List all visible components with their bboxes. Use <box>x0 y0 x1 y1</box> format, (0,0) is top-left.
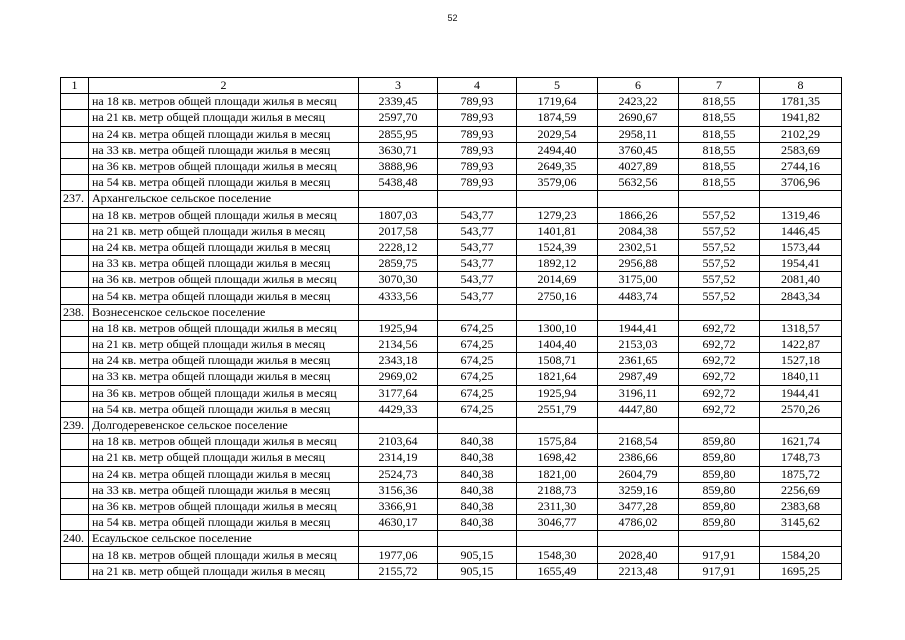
value-col-6: 2956,88 <box>598 256 679 272</box>
row-label: на 21 кв. метр общей площади жилья в месяц <box>89 563 359 579</box>
table-row <box>61 223 842 239</box>
value-col-5: 2750,16 <box>517 288 598 304</box>
table-row <box>61 353 842 369</box>
value-col-7: 859,80 <box>679 498 760 514</box>
value-col-8: 3706,96 <box>760 175 842 191</box>
value-col-7: 557,52 <box>679 272 760 288</box>
value-col-7: 818,55 <box>679 110 760 126</box>
value-col-6: 2213,48 <box>598 563 679 579</box>
value-col-8: 1584,20 <box>760 547 842 563</box>
value-col-5: 1508,71 <box>517 353 598 369</box>
row-label: на 54 кв. метра общей площади жилья в месяц <box>89 515 359 531</box>
value-col-8: 1781,35 <box>760 94 842 110</box>
table-row <box>61 239 842 255</box>
table-row <box>61 450 842 466</box>
row-number-cell <box>61 320 89 336</box>
value-col-4: 789,93 <box>438 175 517 191</box>
page-number: 52 <box>447 13 458 23</box>
empty-cell <box>760 531 842 547</box>
table-row <box>61 110 842 126</box>
empty-cell <box>438 417 517 433</box>
value-col-4: 674,25 <box>438 369 517 385</box>
section-number: 239. <box>61 417 89 433</box>
table-row <box>61 434 842 450</box>
value-col-7: 859,80 <box>679 450 760 466</box>
value-col-8: 2102,29 <box>760 126 842 142</box>
value-col-5: 1524,39 <box>517 239 598 255</box>
value-col-4: 840,38 <box>438 515 517 531</box>
empty-cell <box>438 531 517 547</box>
value-col-7: 692,72 <box>679 320 760 336</box>
value-col-5: 2311,30 <box>517 498 598 514</box>
value-col-3: 2339,45 <box>359 94 438 110</box>
row-label: на 24 кв. метра общей площади жилья в месяц <box>89 126 359 142</box>
header-col-1: 1 <box>61 78 89 94</box>
row-number-cell <box>61 369 89 385</box>
empty-cell <box>760 417 842 433</box>
row-label: на 54 кв. метра общей площади жилья в месяц <box>89 288 359 304</box>
value-col-6: 4786,02 <box>598 515 679 531</box>
value-col-5: 1575,84 <box>517 434 598 450</box>
table-row <box>61 466 842 482</box>
row-number-cell <box>61 207 89 223</box>
value-col-8: 1319,46 <box>760 207 842 223</box>
value-col-7: 692,72 <box>679 401 760 417</box>
value-col-6: 2604,79 <box>598 466 679 482</box>
empty-cell <box>517 191 598 207</box>
row-label: на 21 кв. метр общей площади жилья в месяц <box>89 223 359 239</box>
value-col-8: 2843,34 <box>760 288 842 304</box>
empty-cell <box>359 417 438 433</box>
empty-cell <box>760 304 842 320</box>
value-col-7: 818,55 <box>679 175 760 191</box>
value-col-8: 1318,57 <box>760 320 842 336</box>
value-col-3: 2597,70 <box>359 110 438 126</box>
value-col-3: 4429,33 <box>359 401 438 417</box>
row-number-cell <box>61 353 89 369</box>
value-col-8: 1840,11 <box>760 369 842 385</box>
value-col-8: 1422,87 <box>760 337 842 353</box>
value-col-5: 3046,77 <box>517 515 598 531</box>
value-col-4: 543,77 <box>438 288 517 304</box>
value-col-5: 2029,54 <box>517 126 598 142</box>
row-label: на 54 кв. метра общей площади жилья в месяц <box>89 401 359 417</box>
value-col-4: 789,93 <box>438 142 517 158</box>
section-title: Долгодеревенское сельское поселение <box>89 417 359 433</box>
value-col-6: 2153,03 <box>598 337 679 353</box>
row-number-cell <box>61 142 89 158</box>
value-col-6: 1866,26 <box>598 207 679 223</box>
value-col-7: 692,72 <box>679 353 760 369</box>
value-col-3: 3070,30 <box>359 272 438 288</box>
section-row <box>61 191 842 207</box>
row-number-cell <box>61 175 89 191</box>
value-col-3: 2314,19 <box>359 450 438 466</box>
value-col-4: 840,38 <box>438 498 517 514</box>
value-col-6: 2168,54 <box>598 434 679 450</box>
row-number-cell <box>61 450 89 466</box>
row-label: на 36 кв. метров общей площади жилья в месяц <box>89 272 359 288</box>
table-body <box>61 94 842 580</box>
header-row <box>61 78 842 94</box>
value-col-3: 2103,64 <box>359 434 438 450</box>
value-col-8: 2744,16 <box>760 158 842 174</box>
table-row <box>61 515 842 531</box>
row-number-cell <box>61 223 89 239</box>
value-col-4: 543,77 <box>438 223 517 239</box>
value-col-5: 1655,49 <box>517 563 598 579</box>
value-col-7: 818,55 <box>679 126 760 142</box>
value-col-6: 3196,11 <box>598 385 679 401</box>
row-label: на 24 кв. метра общей площади жилья в месяц <box>89 239 359 255</box>
value-col-5: 1925,94 <box>517 385 598 401</box>
value-col-7: 859,80 <box>679 515 760 531</box>
table-row <box>61 207 842 223</box>
header-col-8: 8 <box>760 78 842 94</box>
empty-cell <box>679 304 760 320</box>
value-col-5: 1404,40 <box>517 337 598 353</box>
value-col-6: 3175,00 <box>598 272 679 288</box>
value-col-4: 674,25 <box>438 337 517 353</box>
value-col-3: 3888,96 <box>359 158 438 174</box>
value-col-3: 3630,71 <box>359 142 438 158</box>
row-label: на 33 кв. метра общей площади жилья в месяц <box>89 142 359 158</box>
section-row <box>61 304 842 320</box>
value-col-7: 692,72 <box>679 337 760 353</box>
row-number-cell <box>61 385 89 401</box>
value-col-3: 5438,48 <box>359 175 438 191</box>
header-col-2: 2 <box>89 78 359 94</box>
empty-cell <box>438 304 517 320</box>
table-row <box>61 94 842 110</box>
value-col-7: 859,80 <box>679 482 760 498</box>
value-col-4: 789,93 <box>438 94 517 110</box>
empty-cell <box>679 417 760 433</box>
value-col-4: 840,38 <box>438 434 517 450</box>
value-col-3: 2524,73 <box>359 466 438 482</box>
value-col-5: 1874,59 <box>517 110 598 126</box>
value-col-7: 859,80 <box>679 466 760 482</box>
value-col-7: 557,52 <box>679 256 760 272</box>
value-col-8: 1573,44 <box>760 239 842 255</box>
table-header <box>61 78 842 94</box>
table-row <box>61 288 842 304</box>
value-col-4: 543,77 <box>438 239 517 255</box>
value-col-3: 3156,36 <box>359 482 438 498</box>
value-col-7: 917,91 <box>679 547 760 563</box>
value-col-4: 543,77 <box>438 207 517 223</box>
value-col-7: 818,55 <box>679 142 760 158</box>
value-col-6: 2084,38 <box>598 223 679 239</box>
table-row <box>61 126 842 142</box>
value-col-6: 4027,89 <box>598 158 679 174</box>
header-col-5: 5 <box>517 78 598 94</box>
value-col-5: 1401,81 <box>517 223 598 239</box>
value-col-8: 1941,82 <box>760 110 842 126</box>
value-col-5: 1821,64 <box>517 369 598 385</box>
value-col-3: 1807,03 <box>359 207 438 223</box>
value-col-8: 2383,68 <box>760 498 842 514</box>
value-col-6: 2690,67 <box>598 110 679 126</box>
row-label: на 18 кв. метров общей площади жилья в месяц <box>89 320 359 336</box>
value-col-4: 674,25 <box>438 353 517 369</box>
section-title: Архангельское сельское поселение <box>89 191 359 207</box>
row-label: на 33 кв. метра общей площади жилья в месяц <box>89 369 359 385</box>
value-col-3: 2855,95 <box>359 126 438 142</box>
empty-cell <box>598 191 679 207</box>
value-col-5: 2494,40 <box>517 142 598 158</box>
value-col-4: 789,93 <box>438 110 517 126</box>
row-number-cell <box>61 239 89 255</box>
value-col-8: 2583,69 <box>760 142 842 158</box>
section-title: Вознесенское сельское поселение <box>89 304 359 320</box>
value-col-5: 1719,64 <box>517 94 598 110</box>
value-col-7: 692,72 <box>679 369 760 385</box>
row-label: на 36 кв. метров общей площади жилья в месяц <box>89 158 359 174</box>
value-col-7: 557,52 <box>679 207 760 223</box>
value-col-8: 2081,40 <box>760 272 842 288</box>
value-col-6: 2423,22 <box>598 94 679 110</box>
value-col-6: 5632,56 <box>598 175 679 191</box>
value-col-5: 1300,10 <box>517 320 598 336</box>
value-col-8: 2256,69 <box>760 482 842 498</box>
value-col-4: 674,25 <box>438 401 517 417</box>
section-number: 238. <box>61 304 89 320</box>
row-number-cell <box>61 547 89 563</box>
table-row <box>61 369 842 385</box>
row-label: на 18 кв. метров общей площади жилья в месяц <box>89 547 359 563</box>
row-number-cell <box>61 126 89 142</box>
row-number-cell <box>61 498 89 514</box>
empty-cell <box>598 531 679 547</box>
row-number-cell <box>61 288 89 304</box>
value-col-3: 1977,06 <box>359 547 438 563</box>
value-col-6: 2028,40 <box>598 547 679 563</box>
table-row <box>61 482 842 498</box>
empty-cell <box>517 417 598 433</box>
tariff-table <box>60 77 842 580</box>
row-number-cell <box>61 94 89 110</box>
table-row <box>61 498 842 514</box>
value-col-3: 3366,91 <box>359 498 438 514</box>
row-number-cell <box>61 272 89 288</box>
table-row <box>61 175 842 191</box>
value-col-8: 3145,62 <box>760 515 842 531</box>
row-label: на 24 кв. метра общей площади жилья в месяц <box>89 353 359 369</box>
table-row <box>61 320 842 336</box>
value-col-8: 1446,45 <box>760 223 842 239</box>
value-col-6: 2302,51 <box>598 239 679 255</box>
value-col-3: 3177,64 <box>359 385 438 401</box>
section-number: 237. <box>61 191 89 207</box>
value-col-4: 789,93 <box>438 158 517 174</box>
header-col-6: 6 <box>598 78 679 94</box>
row-number-cell <box>61 466 89 482</box>
section-row <box>61 531 842 547</box>
empty-cell <box>438 191 517 207</box>
table-row <box>61 158 842 174</box>
value-col-4: 840,38 <box>438 466 517 482</box>
empty-cell <box>359 304 438 320</box>
value-col-6: 1944,41 <box>598 320 679 336</box>
value-col-7: 692,72 <box>679 385 760 401</box>
section-title: Есаульское сельское поселение <box>89 531 359 547</box>
row-label: на 21 кв. метр общей площади жилья в месяц <box>89 337 359 353</box>
row-label: на 18 кв. метров общей площади жилья в месяц <box>89 94 359 110</box>
table-row <box>61 256 842 272</box>
header-col-4: 4 <box>438 78 517 94</box>
value-col-7: 557,52 <box>679 239 760 255</box>
value-col-6: 2386,66 <box>598 450 679 466</box>
value-col-5: 3579,06 <box>517 175 598 191</box>
value-col-7: 818,55 <box>679 94 760 110</box>
value-col-6: 3259,16 <box>598 482 679 498</box>
table-row <box>61 401 842 417</box>
value-col-6: 3477,28 <box>598 498 679 514</box>
value-col-3: 2134,56 <box>359 337 438 353</box>
empty-cell <box>359 531 438 547</box>
row-label: на 18 кв. метров общей площади жилья в месяц <box>89 207 359 223</box>
value-col-7: 859,80 <box>679 434 760 450</box>
table-row <box>61 337 842 353</box>
row-label: на 18 кв. метров общей площади жилья в месяц <box>89 434 359 450</box>
value-col-5: 2188,73 <box>517 482 598 498</box>
value-col-7: 557,52 <box>679 223 760 239</box>
value-col-6: 3760,45 <box>598 142 679 158</box>
value-col-3: 2155,72 <box>359 563 438 579</box>
value-col-5: 1279,23 <box>517 207 598 223</box>
row-label: на 54 кв. метра общей площади жилья в месяц <box>89 175 359 191</box>
value-col-3: 2017,58 <box>359 223 438 239</box>
table-row <box>61 547 842 563</box>
value-col-4: 905,15 <box>438 563 517 579</box>
table-row <box>61 385 842 401</box>
row-label: на 33 кв. метра общей площади жилья в месяц <box>89 256 359 272</box>
value-col-3: 1925,94 <box>359 320 438 336</box>
value-col-4: 905,15 <box>438 547 517 563</box>
value-col-5: 1698,42 <box>517 450 598 466</box>
empty-cell <box>598 417 679 433</box>
value-col-7: 917,91 <box>679 563 760 579</box>
value-col-6: 4447,80 <box>598 401 679 417</box>
value-col-8: 1875,72 <box>760 466 842 482</box>
value-col-4: 543,77 <box>438 272 517 288</box>
empty-cell <box>359 191 438 207</box>
value-col-6: 2987,49 <box>598 369 679 385</box>
header-col-3: 3 <box>359 78 438 94</box>
value-col-3: 2343,18 <box>359 353 438 369</box>
row-number-cell <box>61 515 89 531</box>
value-col-4: 543,77 <box>438 256 517 272</box>
value-col-3: 4333,56 <box>359 288 438 304</box>
value-col-4: 674,25 <box>438 385 517 401</box>
row-label: на 21 кв. метр общей площади жилья в месяц <box>89 450 359 466</box>
value-col-6: 4483,74 <box>598 288 679 304</box>
empty-cell <box>598 304 679 320</box>
row-number-cell <box>61 401 89 417</box>
empty-cell <box>679 531 760 547</box>
row-number-cell <box>61 563 89 579</box>
empty-cell <box>760 191 842 207</box>
section-row <box>61 417 842 433</box>
value-col-5: 1892,12 <box>517 256 598 272</box>
row-label: на 21 кв. метр общей площади жилья в месяц <box>89 110 359 126</box>
value-col-3: 4630,17 <box>359 515 438 531</box>
row-number-cell <box>61 110 89 126</box>
row-number-cell <box>61 158 89 174</box>
value-col-3: 2969,02 <box>359 369 438 385</box>
value-col-8: 1954,41 <box>760 256 842 272</box>
row-label: на 24 кв. метра общей площади жилья в месяц <box>89 466 359 482</box>
value-col-8: 1944,41 <box>760 385 842 401</box>
empty-cell <box>679 191 760 207</box>
empty-cell <box>517 304 598 320</box>
value-col-8: 2570,26 <box>760 401 842 417</box>
value-col-5: 1821,00 <box>517 466 598 482</box>
row-number-cell <box>61 337 89 353</box>
value-col-8: 1527,18 <box>760 353 842 369</box>
value-col-8: 1621,74 <box>760 434 842 450</box>
row-label: на 36 кв. метров общей площади жилья в месяц <box>89 385 359 401</box>
value-col-5: 2014,69 <box>517 272 598 288</box>
value-col-7: 818,55 <box>679 158 760 174</box>
value-col-8: 1695,25 <box>760 563 842 579</box>
value-col-6: 2958,11 <box>598 126 679 142</box>
value-col-4: 840,38 <box>438 450 517 466</box>
value-col-5: 2649,35 <box>517 158 598 174</box>
value-col-5: 2551,79 <box>517 401 598 417</box>
value-col-4: 789,93 <box>438 126 517 142</box>
value-col-5: 1548,30 <box>517 547 598 563</box>
row-number-cell <box>61 434 89 450</box>
row-label: на 33 кв. метра общей площади жилья в месяц <box>89 482 359 498</box>
empty-cell <box>517 531 598 547</box>
table-row <box>61 272 842 288</box>
value-col-6: 2361,65 <box>598 353 679 369</box>
value-col-3: 2228,12 <box>359 239 438 255</box>
value-col-4: 674,25 <box>438 320 517 336</box>
row-number-cell <box>61 482 89 498</box>
row-number-cell <box>61 256 89 272</box>
value-col-4: 840,38 <box>438 482 517 498</box>
value-col-8: 1748,73 <box>760 450 842 466</box>
row-label: на 36 кв. метров общей площади жилья в месяц <box>89 498 359 514</box>
section-number: 240. <box>61 531 89 547</box>
table-row <box>61 142 842 158</box>
table-row <box>61 563 842 579</box>
value-col-3: 2859,75 <box>359 256 438 272</box>
header-col-7: 7 <box>679 78 760 94</box>
value-col-7: 557,52 <box>679 288 760 304</box>
